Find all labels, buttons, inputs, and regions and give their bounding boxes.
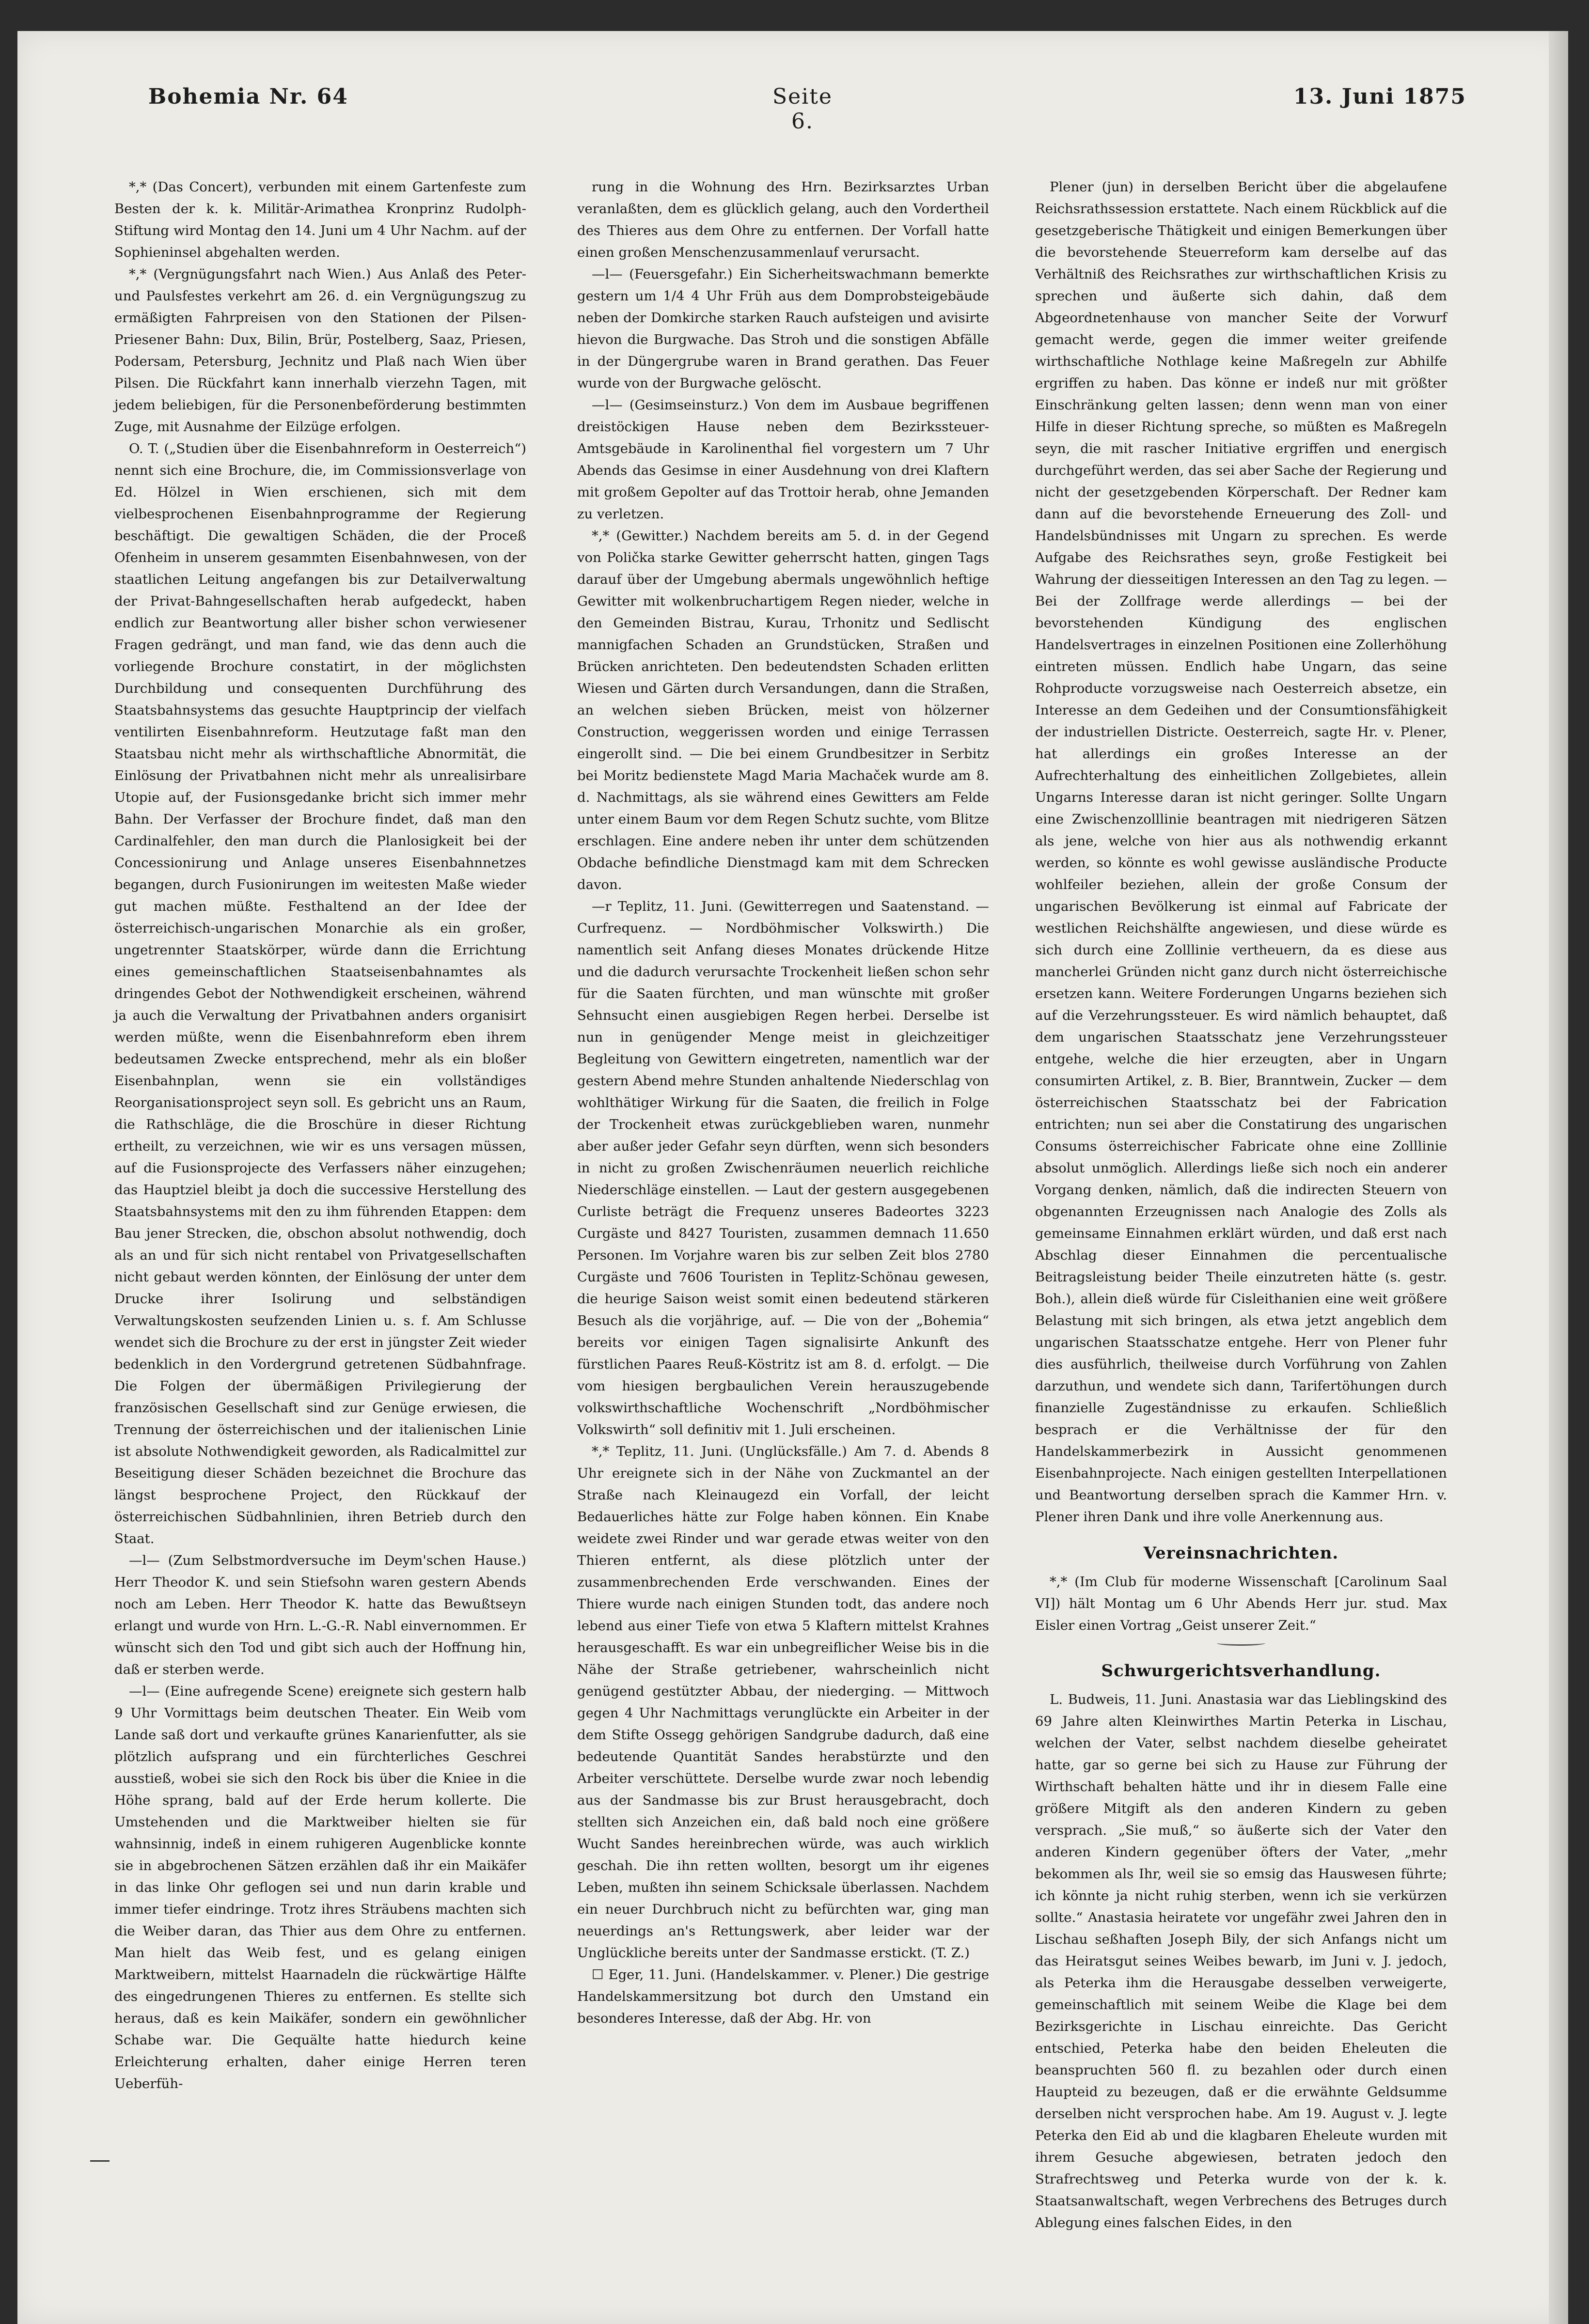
article-club-moderne-wissenschaft: *,* (Im Club für moderne Wissenschaft [Carolinum Saal VI]) hält Montag um 6 Uhr Abends Herr jur. stud. Max Eisler einen Vortrag „Geist unserer Zeit.“ — [1035, 1574, 1447, 1633]
article-gewitter: *,* (Gewitter.) Nachdem bereits am 5. d. in der Gegend von Polička starke Gewitter geherrscht hatten, gingen Tags darauf über der Umgebung abermals ungewöhnlich heftige Gewitter mit wolkenbruchartigem Regen nieder, welche in den Gemeinden Bistrau, Kurau, Trhonitz und Sedlischt mannigfachen Schaden an Grundstücken, Straßen und Brücken anrichteten. Den bedeutendsten Schaden erlitten Wiesen und Gärten durch Versandungen, dann die Straßen, an welchen sieben Brücken, meist von hölzerner Construction, weggerissen worden und einige Terrassen eingerollt sind. — Die bei einem Grundbesitzer in Serbitz bei Moritz bedienstete Magd Maria Machaček wurde am 8. d. Nachmittags, als sie während eines Gewitters am Felde unter einem Baum vor dem Regen Schutz suchte, vom Blitze erschlagen. Eine andere neben ihr unter dem schützenden Obdache befindliche Dienstmagd kam mit dem Schrecken davon. — [577, 528, 989, 892]
article-concert: *,* (Das Concert), verbunden mit einem Gartenfeste zum Besten der k. k. Militär-Arimathea Kronprinz Rudolph-Stiftung wird Montag den 14. Juni um 4 Uhr Nachm. auf der Sophieninsel abgehalten werden. — [114, 179, 526, 260]
newspaper-page — [17, 31, 1568, 2324]
column-1 — [114, 176, 526, 2095]
article-teplitz-gewitterregen: —r Teplitz, 11. Juni. (Gewitterregen und Saatenstand. — Curfrequenz. — Nordböhmischer Volkswirth.) Die namentlich seit Anfang dieses Monates drückende Hitze und die dadurch verursachte Trockenheit ließen schon sehr für die Saaten fürchten, und man wünschte mit großer Sehnsucht einen ausgiebigen Regen herbei. Derselbe ist nun in genügender Menge meist in gleichzeitiger Begleitung von Gewittern eingetreten, namentlich war der gestern Abend mehre Stunden anhaltende Niederschlag von wohlthätiger Wirkung für die Saaten, die freilich in Folge der Trockenheit etwas zurückgeblieben waren, nunmehr aber außer jeder Gefahr seyn dürften, wenn sich besonders in nicht zu großen Zwischenräumen neuerlich reichliche Niederschläge einstellen. — Laut der gestern ausgegebenen Curliste beträgt die Frequenz unseres Badeortes 3223 Curgäste und 8427 Touristen, zusammen demnach 11.650 Personen. Im Vorjahre waren bis zur selben Zeit blos 2780 Curgäste und 7606 Touristen in Teplitz-Schönau gewesen, die heurige Saison weist somit einen bedeutend stärkeren Besuch als die vorjährige, auf. — Die von der „Bohemia“ bereits vor einigen Tagen signalisirte Ankunft des fürstlichen Paares Reuß-Köstritz ist am 8. d. erfolgt. — Die vom hiesigen bergbaulichen Verein herauszugebende volkswirthschaftliche Wochenschrift „Nordböhmischer Volkswirth“ soll definitiv mit 1. Juli erscheinen. — [577, 899, 989, 1437]
column-2 — [577, 176, 989, 2029]
article-budweis-schwurgericht: L. Budweis, 11. Juni. Anastasia war das Lieblingskind des 69 Jahre alten Kleinwirthes Martin Peterka in Lischau, welchen der Vater, selbst nachdem dieselbe geheiratet hatte, gar so gerne bei sich zu Hause zur Führung der Wirthschaft behalten hätte und ihr in diesem Falle eine größere Mitgift als den anderen Kindern zu geben versprach. „Sie muß,“ so äußerte sich der Vater den anderen Kindern gegenüber öfters der Vater, „mehr bekommen als Ihr, weil sie so emsig das Hauswesen führte; ich könnte ja nicht ruhig sterben, wenn ich sie verkürzen sollte.“ Anastasia heiratete vor ungefähr zwei Jahren den in Lischau seßhaften Joseph Bily, der sich Anfangs nicht um das Heiratsgut seines Weibes bewarb, im Juni v. J. jedoch, als Peterka ihm die Herausgabe desselben verweigerte, gemeinschaftlich mit seinem Weibe die Klage bei dem Bezirksgerichte in Lischau einreichte. Das Gericht entschied, Peterka habe den beiden Eheleuten die beanspruchten 560 fl. zu bezahlen oder durch einen Haupteid zu bezeugen, daß er die erwähnte Geldsumme derselben nicht versprochen habe. Am 19. August v. J. legte Peterka den Eid ab und die klagbaren Eheleute wurden mit ihrem Gesuche abgewiesen, betraten jedoch den Strafrechtsweg und Peterka wurde von der k. k. Staatsanwaltschaft, wegen Verbrechens des Betruges durch Ablegung eines falschen Eides, in den — [1035, 1692, 1447, 2230]
article-feuersgefahr: —l— (Feuersgefahr.) Ein Sicherheitswachmann bemerkte gestern um 1/4 4 Uhr Früh aus dem Domprobsteigebäude neben der Domkirche starken Rauch aufsteigen und avisirte hievon die Burgwache. Das Stroh und die sonstigen Abfälle in der Düngergrube waren in Brand gerathen. Das Feuer wurde von der Burgwache gelöscht. — [577, 266, 989, 391]
column-3 — [1035, 176, 1447, 2234]
header-publication: Bohemia Nr. 64 — [148, 84, 348, 109]
scan-edge — [1549, 31, 1568, 2324]
article-gesimseinsturz: —l— (Gesimseinsturz.) Von dem im Ausbaue begriffenen dreistöckigen Hause neben dem Bezirkssteuer-Amtsgebäude in Karolinenthal fiel vorgestern um 7 Uhr Abends das Gesimse in einer Ausdehnung von drei Klaftern mit großem Gepolter auf das Trottoir herab, ohne Jemanden zu verletzen. — [577, 397, 989, 522]
header-date: 13. Juni 1875 — [1293, 84, 1466, 109]
section-heading-vereinsnachrichten: Vereinsnachrichten. — [1143, 1544, 1339, 1563]
section-divider — [1217, 1640, 1265, 1646]
article-selbstmordversuch: —l— (Zum Selbstmordversuche im Deym'schen Hause.) Herr Theodor K. und sein Stiefsohn waren gestern Abends noch am Leben. Herr Theodor K. hatte das Bewußtseyn erlangt und wurde von Hrn. L.-G.-R. Nabl einvernommen. Er wünscht sich den Tod und gibt sich auch der Hoffnung hin, daß er sterben werde. — [114, 1553, 526, 1677]
page-header — [129, 84, 1466, 134]
margin-mark — [90, 2160, 110, 2162]
article-eger-handelskammer: ☐ Eger, 11. Juni. (Handelskammer. v. Plener.) Die gestrige Handelskammersitzung bot durch den Umstand ein besonderes Interesse, daß der Abg. Hr. von — [577, 1967, 989, 2026]
article-plener-bericht: Plener (jun) in derselben Bericht über die abgelaufene Reichsrathssession erstattete. Nach einem Rückblick auf die gesetzgeberische Thätigkeit und einigen Bemerkungen über die bevorstehende Steuerreform kam derselbe auf das Verhältniß des Reichsrathes zur wirthschaftlichen Krisis zu sprechen und äußerte sich dahin, daß dem Abgeordnetenhause von mancher Seite der Vorwurf gemacht werde, gegen die immer weiter greifende wirthschaftliche Nothlage keine Maßregeln zur Abhilfe ergriffen zu haben. Das könne er indeß nur mit größter Einschränkung gelten lassen; denn wenn man von einer Hilfe in dieser Richtung spreche, so müßten es Maßregeln seyn, die mit rascher Initiative ergriffen und energisch durchgeführt werden, das sei aber Sache der Regierung und nicht der gesetzgebenden Körperschaft. Der Redner kam dann auf die bevorstehende Erneuerung des Zoll- und Handelsbündnisses mit Ungarn zu sprechen. Es werde Aufgabe des Reichsrathes seyn, große Festigkeit bei Wahrung der diesseitigen Interessen an den Tag zu legen. — Bei der Zollfrage werde allerdings — bei der bevorstehenden Kündigung des englischen Handelsvertrages in einzelnen Positionen eine Zollerhöhung eintreten müssen. Endlich habe Ungarn, das seine Rohproducte vorzugsweise nach Oesterreich absetze, ein Interesse an dem Gedeihen und der Consumtionsfähigkeit der industriellen Districte. Oesterreich, sagte Hr. v. Plener, hat allerdings ein großes Interesse an der Aufrechterhaltung des einheitlichen Zollgebietes, allein Ungarns Interesse daran ist nicht geringer. Sollte Ungarn eine Zwischenzolllinie beantragen mit niedrigeren Sätzen als jene, welche von hier aus als nothwendig erkannt werden, so könnte es wohl gewisse ausländische Producte wohlfeiler beziehen, allein der große Consum der ungarischen Bevölkerung ist einmal auf Fabricate der westlichen Reichshälfte angewiesen, und diese würde es sich durch eine Zolllinie vertheuern, da es diese aus mancherlei Gründen nicht ganz durch nicht österreichische ersetzen kann. Weitere Forderungen Ungarns beziehen sich auf die Verzehrungssteuer. Es wird nämlich behauptet, daß dem ungarischen Staatsschatz jene Verzehrungssteuer entgehe, welche die hier erzeugten, aber in Ungarn consumirten Artikel, z. B. Bier, Branntwein, Zucker — dem österreichischen Staatsschatz bei der Fabrication entrichten; nun sei aber die Constatirung des ungarischen Consums österreichischer Fabricate ohne eine Zolllinie absolut unmöglich. Allerdings ließe sich noch ein anderer Vorgang denken, nämlich, daß die indirecten Steuern von obgenannten Erzeugnissen nach Analogie des Zolls als gemeinsame Einnahmen erklärt würden, und daß erst nach Abschlag dieser Einnahmen die percentualische Beitragsleistung beider Theile einzutreten hätte (s. gestr. Boh.), allein dieß würde für Cisleithanien eine weit größere Belastung mit sich bringen, als etwa jetzt angeblich dem ungarischen Staatsschatze entgehe. Herr von Plener fuhr dies ausführlich, theilweise durch Vorführung von Zahlen darzuthun, und wendete sich dann, Tarifertöhungen durch finanzielle Zugeständnisse zu erkaufen. Schließlich besprach er die Verhältnisse der für den Handelskammerbezirk in Aussicht genommenen Eisenbahnprojecte. Nach einigen gestellten Interpellationen und Beantwortung derselben sprach die Kammer Hrn. v. Plener ihren Dank und ihre volle Anerkennung aus. — [1035, 179, 1447, 1525]
article-vergnuegungsfahrt: *,* (Vergnügungsfahrt nach Wien.) Aus Anlaß des Peter- und Paulsfestes verkehrt am 26. d. ein Vergnügungszug zu ermäßigten Fahrpreisen von den Stationen der Pilsen-Priesener Bahn: Dux, Bilin, Brür, Postelberg, Saaz, Priesen, Podersam, Petersburg, Jechnitz und Plaß nach Wien über Pilsen. Die Rückfahrt kann innerhalb vierzehn Tagen, mit jedem beliebigen, für die Personenbeförderung bestimmten Zuge, mit Ausnahme der Eilzüge erfolgen. — [114, 266, 526, 435]
article-continuation: rung in die Wohnung des Hrn. Bezirksarztes Urban veranlaßten, dem es glücklich gelang, auch den Vordertheil des Thieres aus dem Ohre zu entfernen. Der Vorfall hatte einen großen Menschenzusammenlauf verursacht. — [577, 179, 989, 260]
header-page-number: Seite 6. — [772, 84, 833, 134]
article-aufregende-scene: —l— (Eine aufregende Scene) ereignete sich gestern halb 9 Uhr Vormittags beim deutschen Theater. Ein Weib vom Lande saß dort und verkaufte grünes Kanarienfutter, als sie plötzlich aufsprang und ein fürchterliches Geschrei ausstieß, wobei sie sich den Rock bis über die Kniee in die Höhe sprang, bald auf der Erde herum kollerte. Die Umstehenden und die Marktweiber hielten sie für wahnsinnig, indeß in einem ruhigeren Augenblicke konnte sie in abgebrochenen Sätzen erzählen daß ihr ein Maikäfer in das linke Ohr geflogen sei und nun darin krable und immer tiefer eindringe. Trotz ihres Sträubens machten sich die Weiber daran, das Thier aus dem Ohre zu entfernen. Man hielt das Weib fest, und es gelang einigen Marktweibern, mittelst Haarnadeln die rückwärtige Hälfte des eingedrungenen Thieres zu entfernen. Es stellte sich heraus, daß es kein Maikäfer, sondern ein gewöhnlicher Schabe war. Die Gequälte hatte hiedurch keine Erleichterung erhalten, daher einige Herren teren Ueberfüh- — [114, 1684, 526, 2091]
section-heading-schwurgericht: Schwurgerichtsverhandlung. — [1101, 1661, 1381, 1681]
article-teplitz-ungluecksfaelle: *,* Teplitz, 11. Juni. (Unglücksfälle.) Am 7. d. Abends 8 Uhr ereignete sich in der Nähe von Zuckmantel an der Straße nach Kleinaugezd ein Vorfall, der leicht Bedauerliches hätte zur Folge haben können. Ein Knabe weidete zwei Rinder und war gerade etwas weiter von den Thieren entfernt, als diese plötzlich unter der zusammenbrechenden Erde verschwanden. Eines der Thiere wurde nach einigen Stunden todt, das andere noch lebend aus einer Tiefe von etwa 5 Klaftern mittelst Krahnes herausgeschafft. Es war ein unbegreiflicher Weise bis in die Nähe der Straße getriebener, wahrscheinlich nicht genügend gestützter Abbau, der niederging. — Mittwoch gegen 4 Uhr Nachmittags verunglückte ein Arbeiter in der dem Stifte Ossegg gehörigen Sandgrube dadurch, daß eine bedeutende Quantität Sandes herabstürzte und den Arbeiter verschüttete. Derselbe wurde zwar noch lebendig aus der Sandmasse bis zur Brust herausgebracht, doch stellten sich Anzeichen ein, daß bald noch eine größere Wucht Sandes hereinbrechen würde, was auch wirklich geschah. Die ihn retten wollten, besorgt um ihr eigenes Leben, mußten ihn seinem Schicksale überlassen. Nachdem ein neuer Durchbruch nicht zu befürchten war, ging man neuerdings an's Rettungswerk, aber leider war der Unglückliche bereits unter der Sandmasse erstickt. (T. Z.) — [577, 1444, 989, 1961]
article-eisenbahnreform: O. T. („Studien über die Eisenbahnreform in Oesterreich“) nennt sich eine Brochure, die, im Commissionsverlage von Ed. Hölzel in Wien erschienen, sich mit dem vielbesprochenen Eisenbahnprogramme der Regierung beschäftigt. Die gewaltigen Schäden, die der Proceß Ofenheim in unserem gesammten Eisenbahnwesen, von der staatlichen Leitung angefangen bis zur Detailverwaltung der Privat-Bahngesellschaften herab aufgedeckt, haben endlich zur Beantwortung aller bisher schon verwiesener Fragen gedrängt, und man fand, wie das denn auch die vorliegende Brochure constatirt, in der möglichsten Durchbildung und consequenten Durchführung des Staatsbahnsystems das gesuchte Hauptprincip der vielfach ventilirten Eisenbahnreform. Heutzutage faßt man den Staatsbau nicht mehr als wirthschaftliche Abnormität, die Einlösung der Privatbahnen nicht mehr als unrealisirbare Utopie auf, der Fusionsgedanke bricht sich immer mehr Bahn. Der Verfasser der Brochure findet, daß man den Cardinalfehler, den man durch die Planlosigkeit bei der Concessionirung und Anlage unseres Eisenbahnnetzes begangen, durch Fusionirungen im weitesten Maße wieder gut machen müßte. Festhaltend an der Idee der österreichisch-ungarischen Monarchie als ein großer, ungetrennter Staatskörper, würde dann die Errichtung eines gemeinschaftlichen Staatseisenbahnamtes als dringendes Gebot der Nothwendigkeit erscheinen, während ja auch die Verwaltung der Privatbahnen anders organisirt werden müßte, wenn die Eisenbahnreform eben ihrem bedeutsamen Zwecke entsprechend, mehr als ein bloßer Eisenbahnplan, wenn sie ein vollständiges Reorganisationsproject seyn soll. Es gebricht uns an Raum, die Rathschläge, die die Broschüre in dieser Richtung ertheilt, zu verzeichnen, wie wir es uns versagen müssen, auf die Fusionsprojecte des Verfassers näher einzugehen; das Hauptziel bleibt ja doch die successive Herstellung des Staatsbahnsystems mit den zu ihm führenden Etappen: dem Bau jener Strecken, die, obschon absolut nothwendig, doch als an und für sich nicht rentabel von Privatgesellschaften nicht gebaut werden könnten, der Einlösung der unter dem Drucke ihrer Isolirung und selbständigen Verwaltungskosten seufzenden Linien u. s. f. Am Schlusse wendet sich die Brochure zu der erst in jüngster Zeit wieder bedenklich in den Vordergrund getretenen Südbahnfrage. Die Folgen der übermäßigen Privilegierung der französischen Gesellschaft sind zur Genüge erwiesen, die Trennung der österreichischen und der italienischen Linie ist absolute Nothwendigkeit geworden, als Radicalmittel zur Beseitigung dieser Schäden bezeichnet die Brochure das längst besprochene Project, den Rückkauf der österreichischen Südbahnlinien, ihren Betrieb durch den Staat. — [114, 441, 526, 1546]
